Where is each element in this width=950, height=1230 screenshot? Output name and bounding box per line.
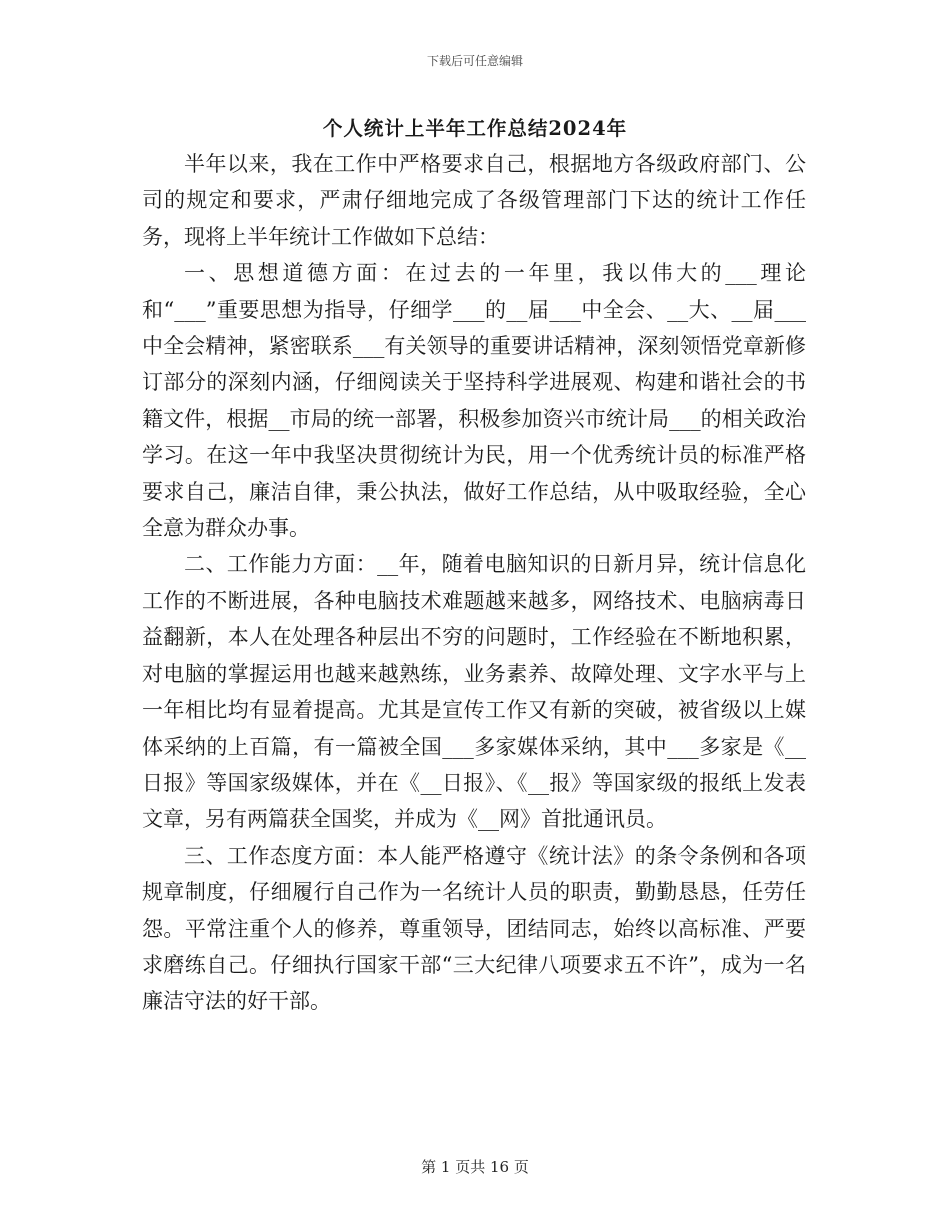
document-body [142, 146, 806, 1020]
document-title: 个人统计上半年工作总结2024年 [322, 117, 628, 140]
paragraph-intro: 半年以来，我在工作中严格要求自己，根据地方各级政府部门、公司的规定和要求，严肃仔细地完成了各级管理部门下达的统计工作任务，现将上半年统计工作做如下总结： [142, 152, 806, 249]
paragraph-ability: 二、工作能力方面：__年，随着电脑知识的日新月异，统计信息化工作的不断进展，各种电脑技术难题越来越多，网络技术、电脑病毒日益翻新，本人在处理各种层出不穷的问题时，工作经验在不断地积累，对电脑的掌握运用也越来越熟练，业务素养、故障处理、文字水平与上一年相比均有显着提高。尤其是宣传工作又有新的突破，被省级以上媒体采纳的上百篇，有一篇被全国___多家媒体采纳，其中___多家是《__日报》等国家级媒体，并在《__日报》、《__报》等国家级的报纸上发表文章，另有两篇获全国奖，并成为《__网》首批通讯员。 [142, 552, 806, 832]
header-note: 下载后可任意编辑 [426, 54, 523, 68]
paragraph-attitude: 三、工作态度方面：本人能严格遵守《统计法》的条令条例和各项规章制度，仔细履行自己作为一名统计人员的职责，勤勤恳恳，任劳任怨。平常注重个人的修养，尊重领导，团结同志，始终以高标准、严要求磨练自己。仔细执行国家干部“三大纪律八项要求五不许”，成为一名廉洁守法的好干部。 [142, 843, 806, 1014]
page-footer: 第 1 页共 16 页 [421, 1158, 529, 1176]
paragraph-ideology: 一、思想道德方面：在过去的一年里，我以伟大的___理论和“___”重要思想为指导，仔细学___的__届___中全会、__大、__届___中全会精神，紧密联系___有关领导的重要讲话精神，深刻领悟党章新修订部分的深刻内涵，仔细阅读关于坚持科学进展观、构建和谐社会的书籍文件，根据__市局的统一部署，积极参加资兴市统计局___的相关政治学习。在这一年中我坚决贯彻统计为民，用一个优秀统计员的标准严格要求自己，廉洁自律，秉公执法，做好工作总结，从中吸取经验，全心全意为群众办事。 [142, 261, 806, 541]
